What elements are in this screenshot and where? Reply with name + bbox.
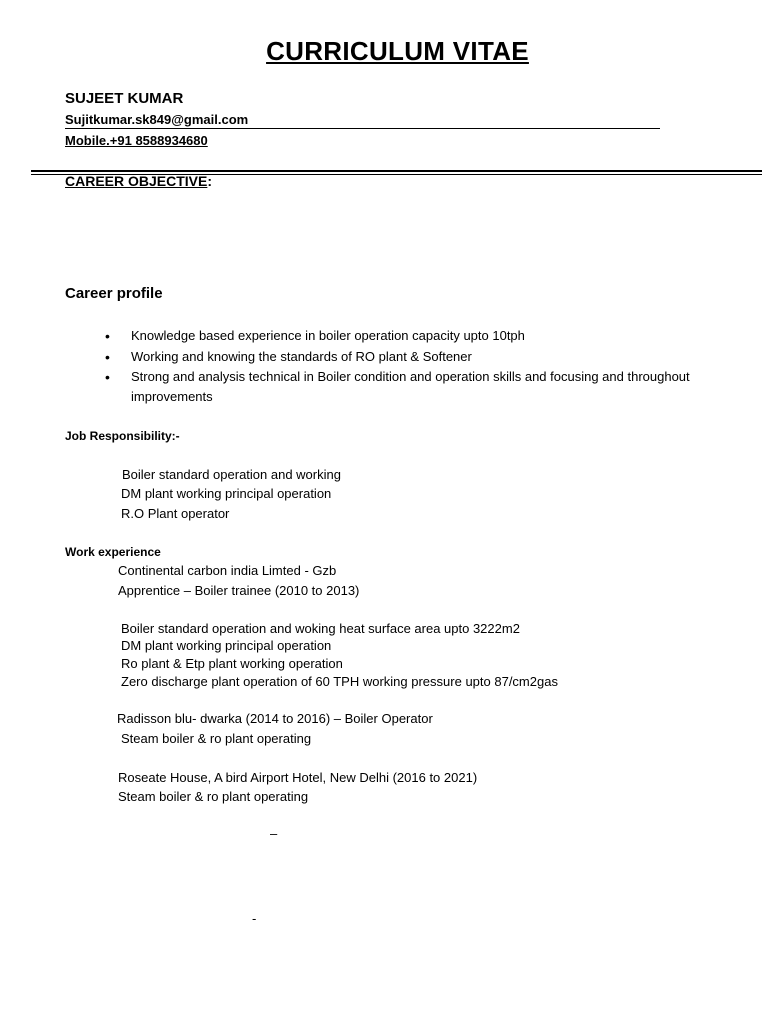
list-item: • Working and knowing the standards of RO plant & Softener [105, 347, 705, 367]
work-experience-line: Steam boiler & ro plant operating [118, 789, 309, 804]
career-objective-colon: : [207, 173, 213, 189]
document-title: CURRICULUM VITAE [266, 36, 529, 66]
work-experience-heading: Work experience [65, 545, 161, 559]
work-experience-line: Apprentice – Boiler trainee (2010 to 2013) [118, 583, 360, 598]
mobile-number: Mobile.+91 8588934680 [65, 133, 208, 148]
career-profile-list [105, 326, 705, 408]
job-responsibility-line: R.O Plant operator [121, 506, 230, 521]
work-experience-line: Boiler standard operation and woking heat surface area upto 3222m2 [121, 621, 520, 636]
work-experience-line: Radisson blu- dwarka (2014 to 2016) – Boiler Operator [117, 711, 433, 726]
job-responsibility-line: DM plant working principal operation [121, 486, 332, 501]
work-experience-line: Continental carbon india Limted - Gzb [118, 563, 337, 578]
list-item: • Strong and analysis technical in Boiler condition and operation skills and focusing and throughout improvements [105, 367, 705, 407]
work-experience-line: Ro plant & Etp plant working operation [121, 656, 343, 671]
work-experience-line: Roseate House, A bird Airport Hotel, New Delhi (2016 to 2021) [118, 770, 478, 785]
candidate-name: SUJEET KUMAR [65, 90, 184, 107]
stray-hyphen: - [252, 911, 257, 926]
stray-dash: – [270, 826, 278, 841]
career-objective-label: CAREER OBJECTIVE [65, 173, 208, 189]
divider-thick [31, 170, 762, 172]
work-experience-line: DM plant working principal operation [121, 638, 332, 653]
job-responsibility-heading: Job Responsibility:- [65, 429, 180, 443]
email-address: Sujitkumar.sk849@gmail.com [65, 112, 660, 129]
career-profile-heading: Career profile [65, 285, 163, 302]
work-experience-line: Steam boiler & ro plant operating [121, 731, 312, 746]
list-item: • Knowledge based experience in boiler operation capacity upto 10tph [105, 326, 705, 346]
career-objective-heading [65, 173, 212, 189]
work-experience-line: Zero discharge plant operation of 60 TPH working pressure upto 87/cm2gas [121, 674, 558, 689]
job-responsibility-line: Boiler standard operation and working [122, 467, 341, 482]
